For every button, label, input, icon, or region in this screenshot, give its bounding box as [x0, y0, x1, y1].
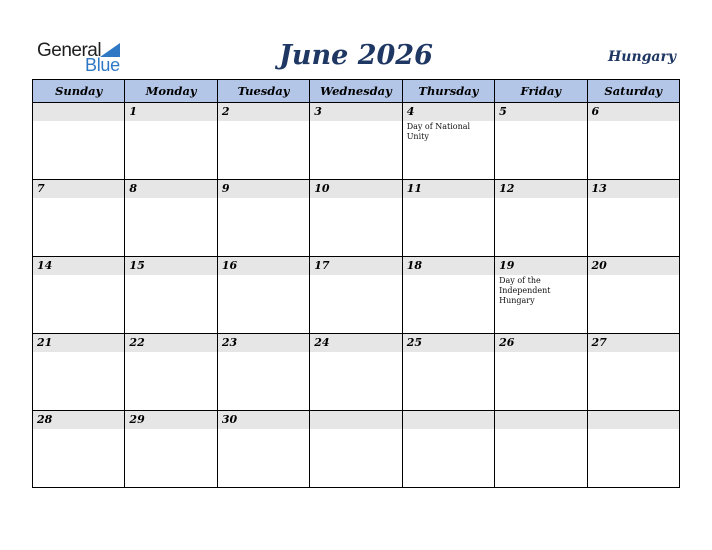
day-number-bar — [218, 257, 309, 275]
day-cell — [310, 334, 402, 411]
day-number-bar — [125, 411, 216, 429]
day-number-bar — [495, 180, 586, 198]
day-number: 14 — [37, 259, 53, 272]
day-number: 2 — [221, 105, 230, 118]
calendar-title: June 2026 — [279, 40, 433, 71]
weekday-header: Wednesday — [310, 80, 402, 103]
day-cell — [33, 257, 125, 334]
day-cell — [402, 180, 494, 257]
week-row — [33, 257, 680, 334]
day-number-bar — [218, 411, 309, 429]
day-number-bar — [495, 411, 586, 429]
week-row — [33, 103, 680, 180]
day-number-bar — [310, 257, 401, 275]
day-cell — [125, 180, 217, 257]
day-cell — [402, 334, 494, 411]
weekday-header: Monday — [125, 80, 217, 103]
day-cell — [125, 257, 217, 334]
day-number-bar — [33, 334, 124, 352]
day-number-bar — [495, 257, 586, 275]
day-number-bar — [125, 334, 216, 352]
week-row — [33, 180, 680, 257]
day-cell — [310, 411, 402, 488]
day-cell — [33, 411, 125, 488]
weekday-header: Tuesday — [217, 80, 309, 103]
day-cell — [125, 334, 217, 411]
day-number-bar — [125, 103, 216, 121]
weekday-header: Sunday — [33, 80, 125, 103]
day-cell — [495, 180, 587, 257]
day-cell — [495, 257, 587, 334]
day-number: 6 — [591, 105, 600, 118]
day-cell — [217, 257, 309, 334]
day-number: 8 — [129, 182, 138, 195]
day-cell — [495, 103, 587, 180]
day-number: 20 — [591, 259, 607, 272]
holiday-label: Day of the Independent Hungary — [499, 276, 551, 305]
day-number-bar — [310, 334, 401, 352]
day-number-bar — [495, 103, 586, 121]
day-number-bar — [403, 257, 494, 275]
day-number: 29 — [129, 413, 145, 426]
day-number: 11 — [406, 182, 422, 195]
day-cell — [587, 180, 679, 257]
day-number: 18 — [406, 259, 422, 272]
day-cell — [33, 103, 125, 180]
day-cell — [125, 103, 217, 180]
day-number-bar — [33, 257, 124, 275]
day-number: 16 — [221, 259, 238, 272]
day-number-bar — [588, 103, 679, 121]
day-number: 1 — [129, 105, 138, 118]
country-label: Hungary — [608, 49, 676, 65]
day-cell — [495, 411, 587, 488]
day-number: 27 — [591, 336, 607, 349]
day-cell — [217, 411, 309, 488]
day-cell — [217, 334, 309, 411]
weekday-header: Saturday — [587, 80, 679, 103]
day-number-bar — [403, 180, 494, 198]
logo-general-text: General — [37, 40, 102, 61]
day-cell — [587, 103, 679, 180]
day-number-bar — [588, 411, 679, 429]
day-number-bar — [33, 180, 124, 198]
logo-blue-text: Blue — [85, 55, 120, 75]
day-number: 28 — [37, 413, 53, 426]
day-number-bar — [218, 180, 309, 198]
day-number: 15 — [129, 259, 145, 272]
day-cell — [402, 411, 494, 488]
week-row — [33, 411, 680, 488]
day-number-bar — [403, 103, 494, 121]
day-number: 30 — [221, 413, 238, 426]
day-cell — [495, 334, 587, 411]
day-cell — [310, 103, 402, 180]
day-number-bar — [310, 411, 401, 429]
day-number-bar — [33, 411, 124, 429]
day-cell — [125, 411, 217, 488]
weekday-header: Friday — [495, 80, 587, 103]
day-number-bar — [588, 257, 679, 275]
day-number-bar — [218, 103, 309, 121]
day-number: 23 — [221, 336, 238, 349]
day-number-bar — [125, 257, 216, 275]
day-cell — [402, 257, 494, 334]
day-number: 19 — [499, 259, 515, 272]
day-number-bar — [310, 103, 401, 121]
day-number-bar — [125, 180, 216, 198]
day-cell — [402, 103, 494, 180]
day-number-bar — [588, 334, 679, 352]
day-number-bar — [218, 334, 309, 352]
holiday-label: Day of National Unity — [406, 122, 471, 141]
day-number: 12 — [499, 182, 515, 195]
day-number-bar — [403, 411, 494, 429]
day-number: 13 — [591, 182, 607, 195]
calendar-body — [33, 103, 680, 488]
day-cell — [587, 257, 679, 334]
calendar-grid — [32, 79, 680, 488]
week-row — [33, 334, 680, 411]
day-number: 24 — [314, 336, 330, 349]
day-cell — [33, 180, 125, 257]
day-number: 4 — [406, 105, 415, 118]
day-number: 22 — [129, 336, 145, 349]
day-number: 17 — [314, 259, 330, 272]
day-number-bar — [495, 334, 586, 352]
day-number: 10 — [314, 182, 330, 195]
day-cell — [310, 257, 402, 334]
day-cell — [217, 180, 309, 257]
day-number-bar — [310, 180, 401, 198]
day-cell — [310, 180, 402, 257]
day-number-bar — [588, 180, 679, 198]
day-number: 7 — [37, 182, 45, 195]
day-cell — [587, 411, 679, 488]
day-number: 9 — [221, 182, 230, 195]
day-number-bar — [403, 334, 494, 352]
day-number: 21 — [37, 336, 53, 349]
day-cell — [217, 103, 309, 180]
day-number: 5 — [499, 105, 507, 118]
day-cell — [33, 334, 125, 411]
day-number: 26 — [499, 336, 515, 349]
day-number: 25 — [406, 336, 422, 349]
day-number-bar — [33, 103, 124, 121]
day-number: 3 — [314, 105, 322, 118]
weekday-header: Thursday — [402, 80, 494, 103]
day-cell — [587, 334, 679, 411]
weekday-header-row — [33, 80, 680, 103]
